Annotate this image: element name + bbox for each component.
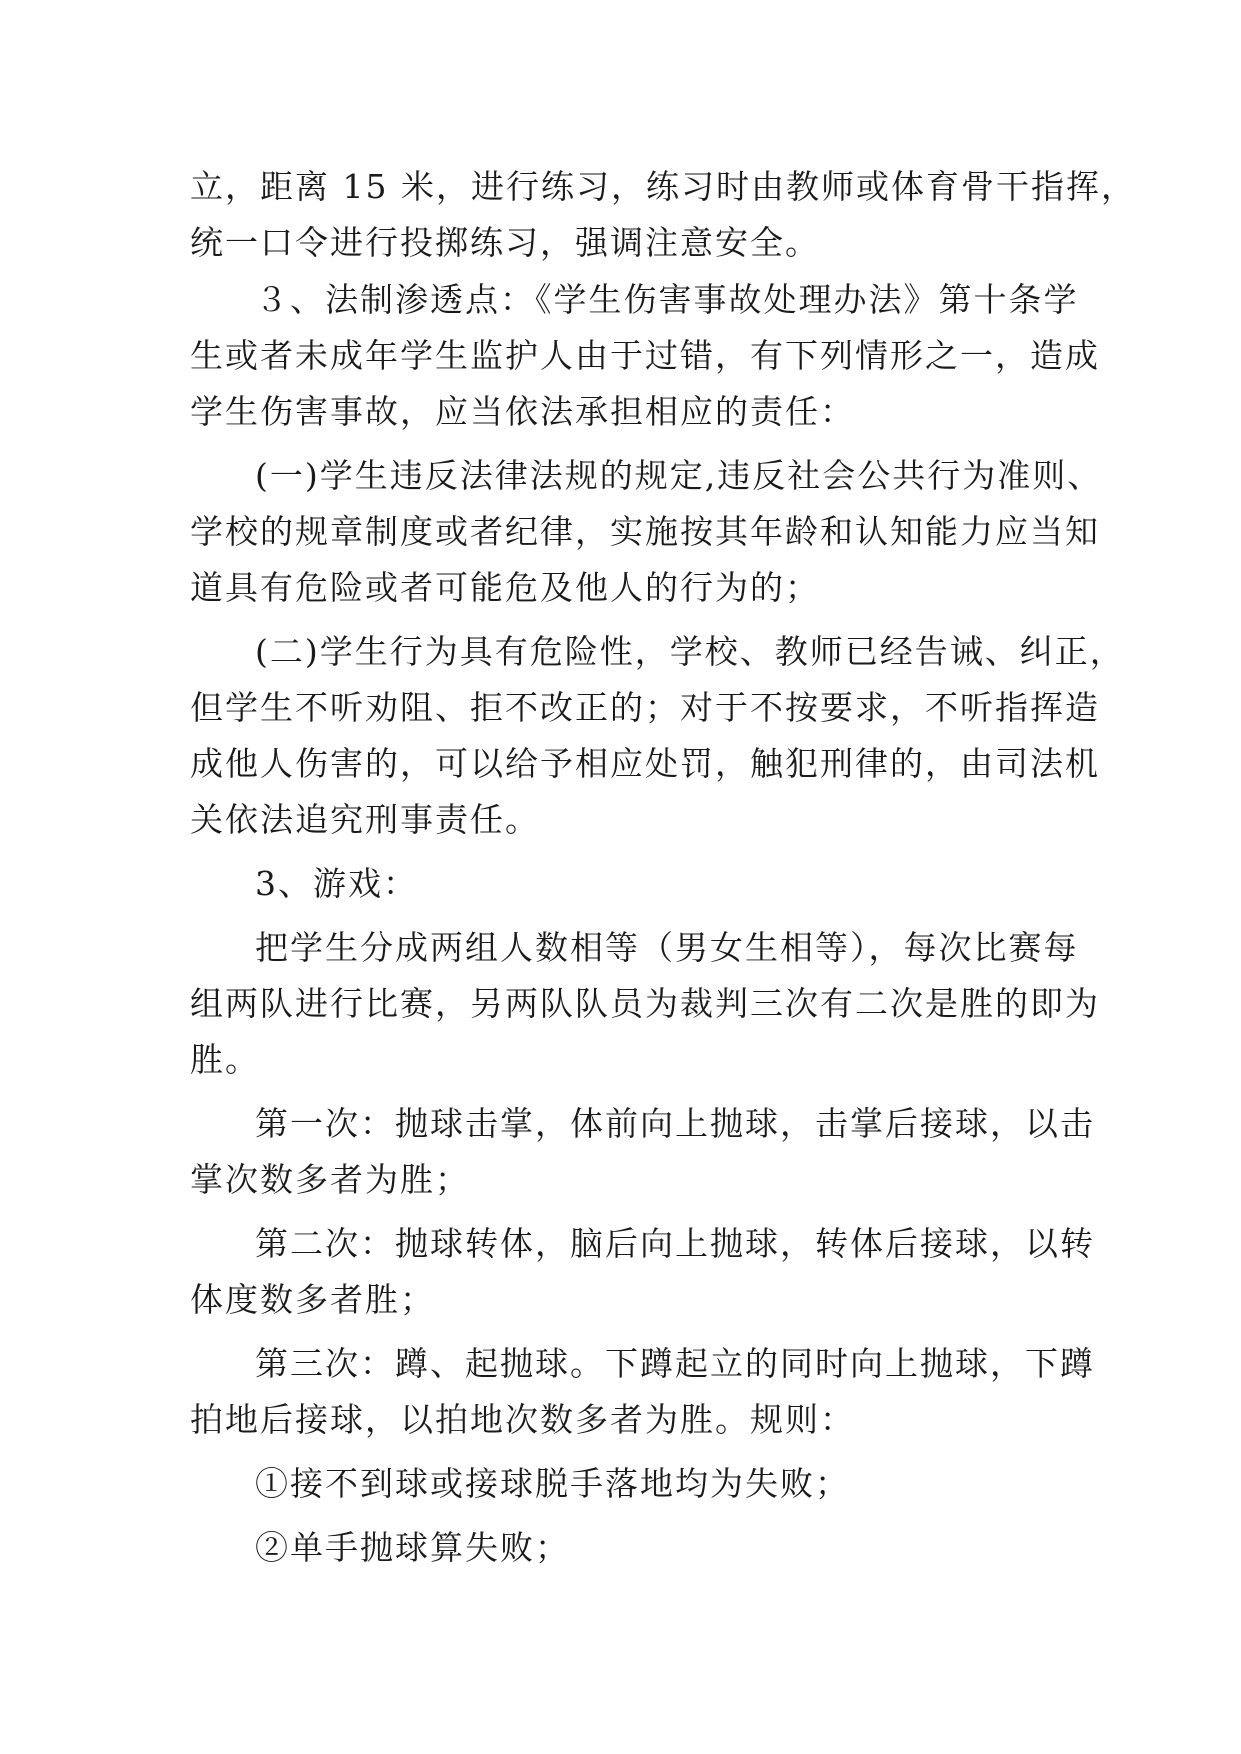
text-line: 道具有危险或者可能危及他人的行为的； <box>190 568 820 607</box>
text-line: 第二次：抛球转体，脑后向上抛球，转体后接球，以转 <box>255 1224 1095 1263</box>
text-line: 3、游戏： <box>255 864 418 903</box>
text-line: ３、法制渗透点：《学生伤害事故处理办法》第十条学 <box>255 280 1079 319</box>
text-line: 但学生不听劝阻、拒不改正的；对于不按要求，不听指挥造 <box>190 688 1100 727</box>
text-line: 第三次：蹲、起抛球。下蹲起立的同时向上抛球，下蹲 <box>255 1344 1095 1383</box>
text-line: 胜。 <box>190 1040 260 1079</box>
text-line: 拍地后接球，以拍地次数多者为胜。规则： <box>190 1400 855 1439</box>
text-line: 组两队进行比赛，另两队队员为裁判三次有二次是胜的即为 <box>190 984 1100 1023</box>
text-line: ②单手抛球算失败； <box>255 1528 570 1567</box>
text-line: 关依法追究刑事责任。 <box>190 800 540 839</box>
text-line: 掌次数多者为胜； <box>190 1160 470 1199</box>
text-line: 把学生分成两组人数相等（男女生相等），每次比赛每 <box>255 928 1079 967</box>
text-line: 第一次：抛球击掌，体前向上抛球，击掌后接球，以击 <box>255 1104 1095 1143</box>
text-line: (二)学生行为具有危险性，学校、教师已经告诫、纠正， <box>255 632 1125 671</box>
text-line: 成他人伤害的，可以给予相应处罚，触犯刑律的，由司法机 <box>190 744 1100 783</box>
text-line: 体度数多者胜； <box>190 1280 435 1319</box>
text-line: 立，距离 15 米，进行练习，练习时由教师或体育骨干指挥， <box>190 167 1136 206</box>
text-line: 学生伤害事故，应当依法承担相应的责任： <box>190 392 855 431</box>
text-line: ①接不到球或接球脱手落地均为失败； <box>255 1464 850 1503</box>
text-line: 生或者未成年学生监护人由于过错，有下列情形之一，造成 <box>190 336 1100 375</box>
text-line: 统一口令进行投掷练习，强调注意安全。 <box>190 223 820 262</box>
text-line: (一)学生违反法律法规的规定,违反社会公共行为准则、 <box>255 456 1103 495</box>
text-line: 学校的规章制度或者纪律，实施按其年龄和认知能力应当知 <box>190 512 1100 551</box>
